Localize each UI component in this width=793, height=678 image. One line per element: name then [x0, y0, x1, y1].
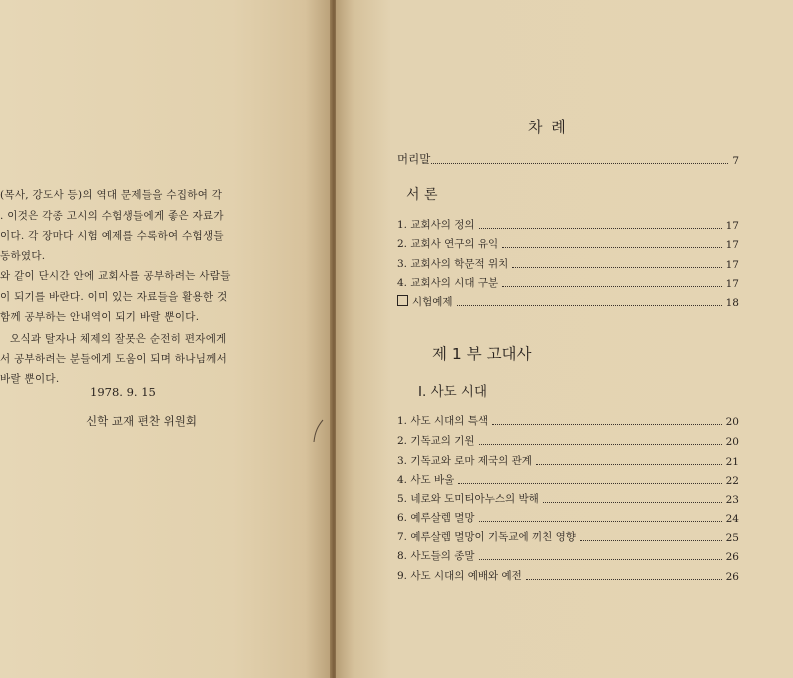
exercise-box-icon — [397, 295, 408, 306]
toc-leader — [457, 305, 722, 306]
toc-row — [397, 217, 739, 232]
toc-leader — [479, 521, 722, 522]
preface-line: 와 같이 단시간 안에 교회사를 공부하려는 사람들 — [0, 270, 231, 282]
toc-row — [397, 275, 739, 290]
toc-row — [397, 529, 739, 544]
toc-leader — [479, 444, 722, 445]
toc-label: 2. 기독교의 기원 — [397, 435, 475, 447]
toc-row — [397, 568, 739, 583]
toc-page: 18 — [725, 297, 739, 309]
toc-label: 2. 교회사 연구의 유익 — [397, 238, 499, 250]
toc-label: 4. 교회사의 시대 구분 — [397, 277, 499, 289]
toc-label: 1. 교회사의 정의 — [397, 219, 475, 231]
preface-line: 이다. 각 장마다 시험 예제를 수록하여 수험생들 — [0, 230, 224, 242]
toc-label — [397, 294, 453, 309]
committee-signature: 신학 교재 편찬 위원회 — [86, 414, 197, 428]
toc-row — [397, 472, 739, 487]
toc-page: 26 — [725, 571, 739, 583]
toc-label: 3. 교회사의 학문적 위치 — [397, 258, 509, 270]
preface-line: 함께 공부하는 안내역이 되기 바랄 뿐이다. — [0, 311, 200, 323]
toc-label: 8. 사도들의 종말 — [397, 550, 475, 562]
toc-leader — [526, 579, 722, 580]
toc-leader — [492, 424, 722, 425]
toc-row — [397, 413, 739, 428]
toc-label: 6. 예루살렘 멸망 — [397, 512, 475, 524]
toc-page: 20 — [725, 416, 739, 428]
toc-row — [397, 491, 739, 506]
toc-leader — [502, 247, 721, 248]
toc-leader — [543, 502, 722, 503]
toc-row — [397, 236, 739, 251]
toc-label: 9. 사도 시대의 예배와 예전 — [397, 570, 522, 582]
preface-line: 서 공부하려는 분들에게 도움이 되며 하나님께서 — [0, 353, 228, 365]
toc-label: 머리말 — [397, 152, 431, 166]
toc-leader — [431, 163, 728, 164]
preface-line: (목사, 강도사 등)의 역대 문제들을 수집하여 각 — [0, 189, 223, 201]
left-page — [0, 0, 332, 678]
toc-page: 24 — [725, 513, 739, 525]
toc-label: 1. 사도 시대의 특색 — [397, 415, 489, 427]
toc-leader — [479, 559, 722, 560]
toc-row — [397, 548, 739, 563]
pencil-mark-icon — [312, 418, 326, 444]
toc-leader — [479, 228, 722, 229]
toc-page: 25 — [725, 532, 739, 544]
toc-row — [397, 294, 739, 309]
toc-leader — [580, 540, 722, 541]
toc-page: 21 — [725, 456, 739, 468]
toc-label: 3. 기독교와 로마 제국의 관계 — [397, 455, 532, 467]
toc-label-text: 시험예제 — [412, 296, 453, 308]
toc-label: 4. 사도 바울 — [397, 474, 455, 486]
toc-label: 5. 네로와 도미티아누스의 박해 — [397, 493, 539, 505]
toc-page: 23 — [725, 494, 739, 506]
toc-page: 7 — [732, 155, 739, 167]
toc-page: 17 — [725, 259, 739, 271]
toc-row — [397, 510, 739, 525]
toc-leader — [536, 464, 722, 465]
toc-row-foreword — [397, 152, 739, 167]
toc-page: 20 — [725, 436, 739, 448]
toc-label: 7. 예루살렘 멸망이 기독교에 끼친 영향 — [397, 531, 576, 543]
section-heading-intro: 서 론 — [406, 187, 438, 203]
preface-line: 바랄 뿐이다. — [0, 373, 60, 385]
toc-title: 차 례 — [528, 118, 568, 136]
toc-row — [397, 256, 739, 271]
part-heading: 제 1 부 고대사 — [432, 345, 532, 363]
toc-leader — [458, 483, 721, 484]
preface-line: 동하였다. — [0, 250, 46, 262]
toc-page: 17 — [725, 239, 739, 251]
toc-row — [397, 453, 739, 468]
toc-row — [397, 433, 739, 448]
toc-leader — [512, 267, 721, 268]
preface-line: 오식과 탈자나 체제의 잘못은 순전히 편자에게 — [10, 333, 227, 345]
toc-leader — [502, 286, 721, 287]
toc-page: 22 — [725, 475, 739, 487]
toc-page: 17 — [725, 278, 739, 290]
preface-date: 1978. 9. 15 — [90, 385, 156, 399]
toc-page: 26 — [725, 551, 739, 563]
preface-line: . 이것은 각종 고시의 수험생들에게 좋은 자료가 — [0, 210, 224, 222]
toc-page: 17 — [725, 220, 739, 232]
preface-line: 이 되기를 바란다. 이미 있는 자료들을 활용한 것 — [0, 291, 228, 303]
chapter-heading: I. 사도 시대 — [418, 384, 488, 400]
